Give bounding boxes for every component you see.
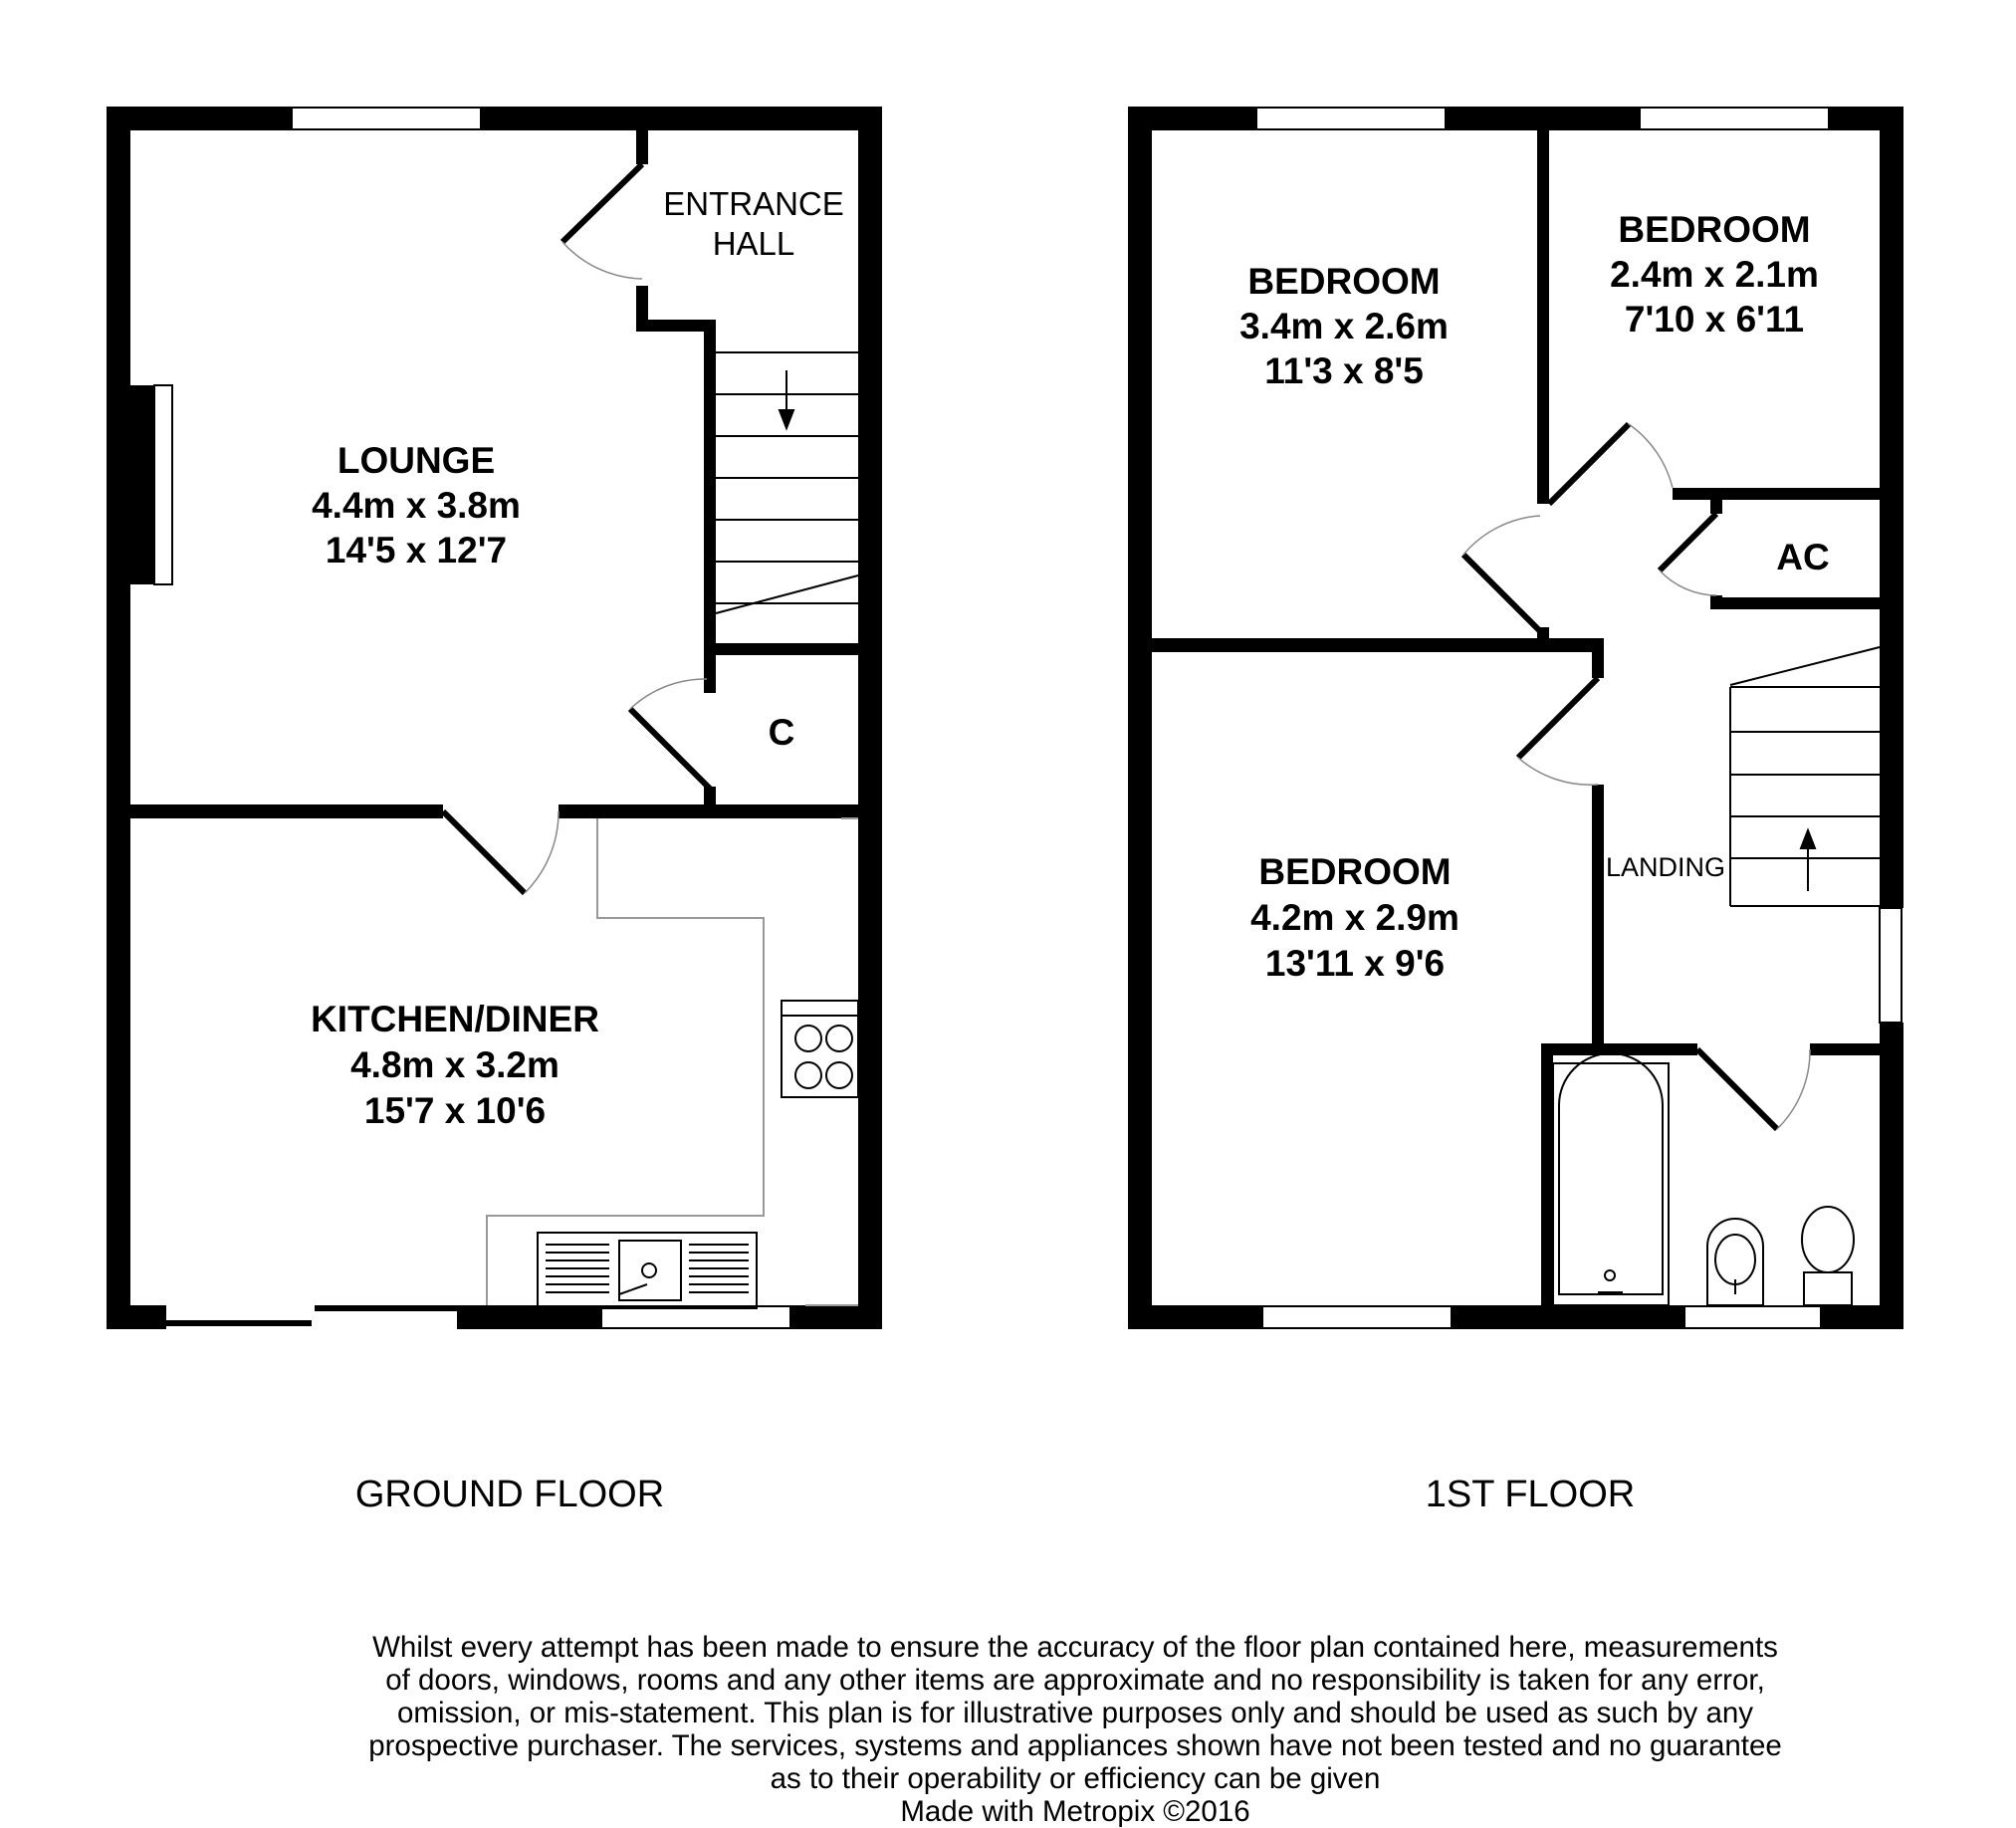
door-swing-icon — [1518, 758, 1598, 785]
bedroom-2-imperial: 7'10 x 6'11 — [1624, 299, 1805, 340]
window-icon — [1880, 908, 1902, 1023]
door-swing-icon — [1549, 424, 1629, 504]
door-swing-icon — [525, 811, 559, 893]
disclaimer-line: omission, or mis-statement. This plan is for illustrative purposes only and should be used as such by any — [396, 1697, 1754, 1729]
disclaimer-line: of doors, windows, rooms and any other items are approximate and no responsibility is taken for any error, — [385, 1664, 1765, 1697]
airing-cupboard-name: AC — [1776, 537, 1830, 577]
cupboard-name: C — [768, 712, 795, 753]
door-swing-icon — [1629, 424, 1673, 488]
disclaimer-line: Whilst every attempt has been made to ensure the accuracy of the floor plan contained here, measurements — [372, 1631, 1778, 1664]
bedroom-3-metric: 4.2m x 2.9m — [1250, 897, 1459, 938]
credit-line: Made with Metropix ©2016 — [900, 1795, 1250, 1828]
bedroom-2-metric: 2.4m x 2.1m — [1610, 254, 1819, 295]
door-swing-icon — [1463, 555, 1543, 634]
ground-floor-plan — [107, 107, 882, 1515]
stairs-arrow-icon — [1801, 830, 1815, 848]
door-swing-icon — [562, 242, 642, 279]
kitchen-imperial: 15'7 x 10'6 — [363, 1090, 547, 1131]
lounge-imperial: 14'5 x 12'7 — [325, 530, 508, 571]
first-floor-doors — [1463, 424, 1810, 1129]
door-swing-icon — [1777, 1049, 1810, 1129]
first-floor-caption: 1ST FLOOR — [1425, 1474, 1636, 1515]
sink-icon — [538, 1233, 757, 1308]
bedroom-1-name: BEDROOM — [1247, 261, 1441, 302]
window-icon — [1256, 108, 1446, 129]
fireplace-icon — [130, 385, 172, 584]
first-floor-stairs — [1730, 647, 1880, 906]
disclaimer-line: prospective purchaser. The services, systems and appliances shown have not been tested and no guarantee — [368, 1729, 1782, 1762]
ground-floor-caption: GROUND FLOOR — [354, 1474, 665, 1515]
door-swing-icon — [562, 164, 642, 242]
first-floor-plan — [1128, 107, 1904, 1515]
door-swing-icon — [443, 811, 525, 893]
door-swing-icon — [1463, 516, 1540, 555]
landing-label: LANDING — [1605, 852, 1726, 882]
door-swing-icon — [1660, 571, 1716, 595]
door-swing-icon — [630, 709, 710, 789]
patio-door — [315, 1305, 457, 1311]
door-swing-icon — [1660, 514, 1716, 571]
toilet-icon — [1802, 1207, 1854, 1305]
door-swing-icon — [1518, 678, 1598, 758]
bedroom-3-name: BEDROOM — [1258, 851, 1452, 892]
stairs-arrow-icon — [780, 410, 793, 428]
window-icon — [1684, 1306, 1821, 1328]
entrance-hall-line2: HALL — [712, 225, 795, 262]
window-icon — [601, 1306, 790, 1328]
bedroom-3-imperial: 13'11 x 9'6 — [1264, 943, 1446, 984]
ground-floor-doors — [443, 164, 710, 893]
window-icon — [1640, 108, 1829, 129]
lounge-name: LOUNGE — [336, 440, 496, 481]
ground-floor-windows — [166, 108, 790, 1328]
kitchen-name: KITCHEN/DINER — [311, 999, 599, 1039]
basin-icon — [1707, 1219, 1763, 1305]
door-swing-icon — [1697, 1049, 1777, 1129]
window-icon — [1262, 1306, 1452, 1328]
entrance-hall-line1: ENTRANCE — [663, 185, 844, 222]
lounge-metric: 4.4m x 3.8m — [312, 485, 521, 526]
kitchen-metric: 4.8m x 3.2m — [350, 1044, 560, 1085]
patio-door — [166, 1320, 312, 1326]
bedroom-1-metric: 3.4m x 2.6m — [1239, 306, 1449, 346]
disclaimer — [329, 1631, 1822, 1828]
hob-icon — [782, 1001, 858, 1097]
bath-icon — [1553, 1053, 1669, 1305]
bedroom-2-name: BEDROOM — [1618, 209, 1811, 250]
ground-floor-outer-walls — [107, 107, 882, 1329]
ground-floor-stairs — [716, 352, 858, 613]
door-swing-icon — [630, 679, 707, 709]
disclaimer-line: as to their operability or efficiency can be given — [770, 1762, 1381, 1795]
bedroom-1-imperial: 11'3 x 8'5 — [1264, 350, 1424, 391]
window-icon — [292, 108, 481, 129]
